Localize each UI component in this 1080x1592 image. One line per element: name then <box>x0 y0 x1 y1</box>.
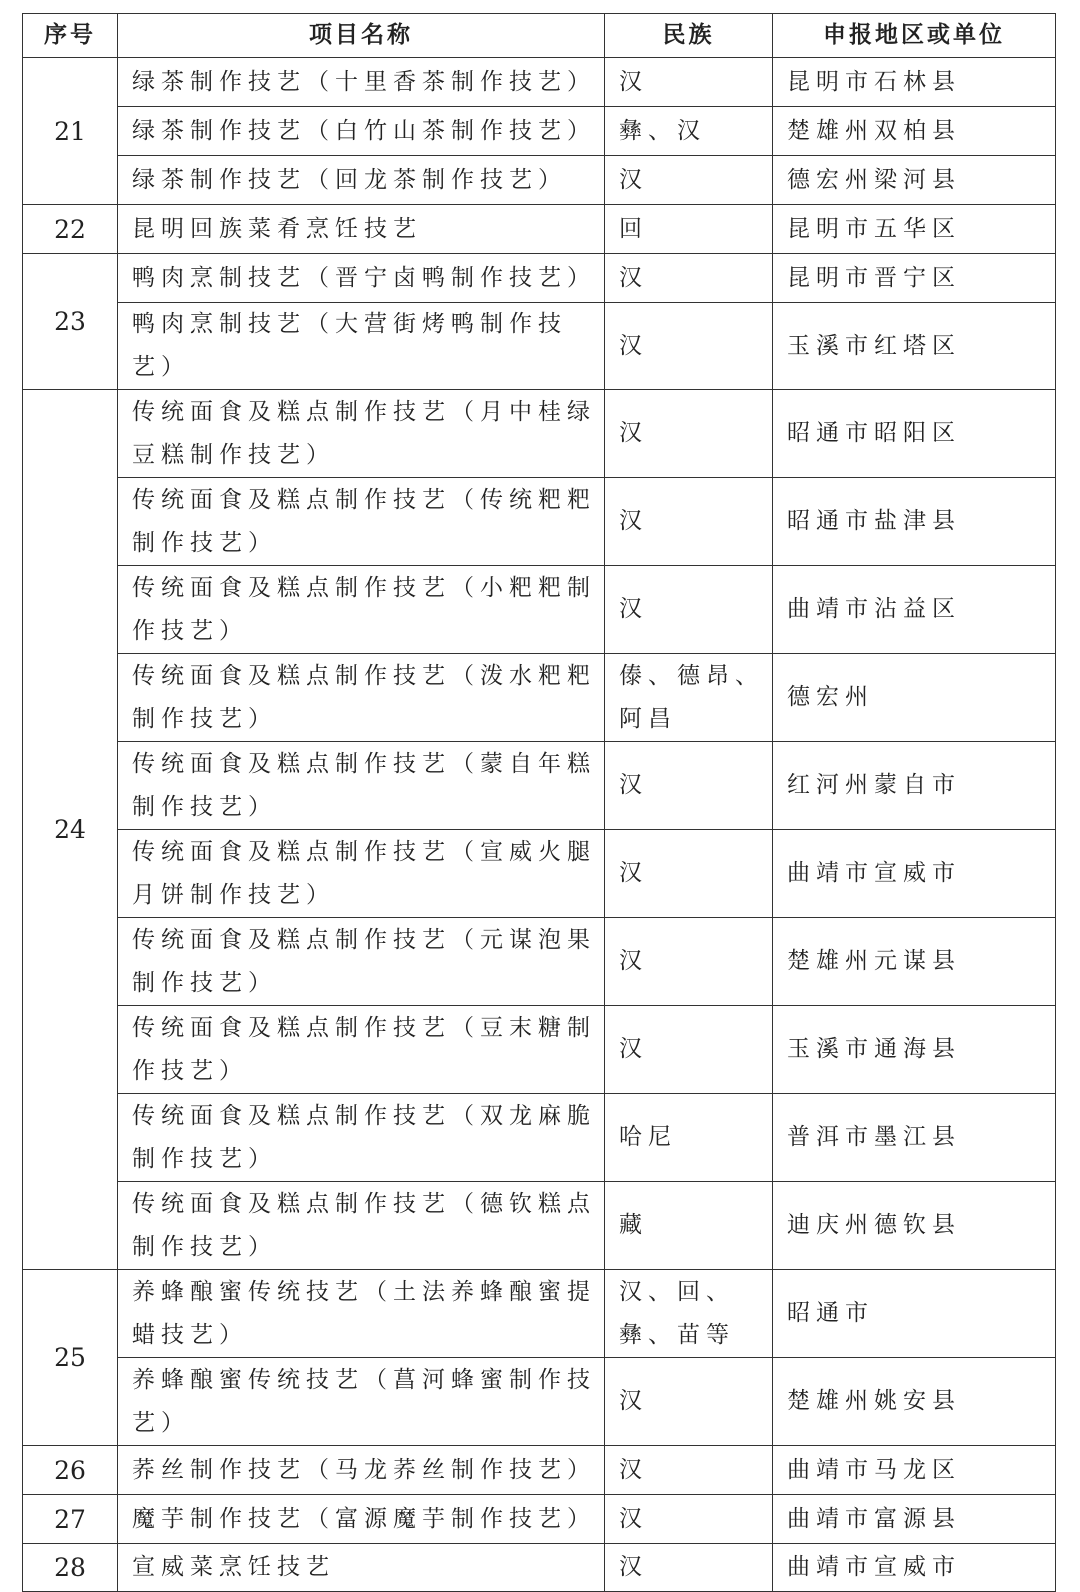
project-name: 宣威菜烹饪技艺 <box>118 1544 605 1592</box>
project-name: 荞丝制作技艺（马龙荞丝制作技艺） <box>118 1446 605 1495</box>
region: 曲靖市宣威市 <box>773 1544 1056 1592</box>
region: 曲靖市富源县 <box>773 1495 1056 1544</box>
ethnic-group: 汉 <box>605 58 773 107</box>
serial-number: 28 <box>23 1544 118 1592</box>
project-name: 传统面食及糕点制作技艺（豆末糖制作技艺） <box>118 1006 605 1094</box>
table-row <box>23 156 1056 205</box>
ethnic-group: 汉 <box>605 303 773 390</box>
header-serial: 序号 <box>23 14 118 58</box>
serial-number: 23 <box>23 254 118 390</box>
ethnic-group: 回 <box>605 205 773 254</box>
project-name: 绿茶制作技艺（白竹山茶制作技艺） <box>118 107 605 156</box>
ethnic-group: 汉 <box>605 742 773 830</box>
ethnic-group: 汉 <box>605 1006 773 1094</box>
ethnic-group: 哈尼 <box>605 1094 773 1182</box>
project-name: 鸭肉烹制技艺（晋宁卤鸭制作技艺） <box>118 254 605 303</box>
header-ethnic-group: 民族 <box>605 14 773 58</box>
project-name: 传统面食及糕点制作技艺（元谋泡果制作技艺） <box>118 918 605 1006</box>
ethnic-group: 傣、德昂、阿昌 <box>605 654 773 742</box>
serial-number: 24 <box>23 390 118 1270</box>
region: 昆明市石林县 <box>773 58 1056 107</box>
region: 曲靖市马龙区 <box>773 1446 1056 1495</box>
project-name: 绿茶制作技艺（回龙茶制作技艺） <box>118 156 605 205</box>
region: 曲靖市沾益区 <box>773 566 1056 654</box>
region: 玉溪市红塔区 <box>773 303 1056 390</box>
region: 德宏州梁河县 <box>773 156 1056 205</box>
table-row <box>23 107 1056 156</box>
ethnic-group: 汉 <box>605 918 773 1006</box>
header-project-name: 项目名称 <box>118 14 605 58</box>
region: 迪庆州德钦县 <box>773 1182 1056 1270</box>
region: 普洱市墨江县 <box>773 1094 1056 1182</box>
table-row <box>23 478 1056 566</box>
project-name: 传统面食及糕点制作技艺（德钦糕点制作技艺） <box>118 1182 605 1270</box>
serial-number: 26 <box>23 1446 118 1495</box>
table-row <box>23 205 1056 254</box>
table-row <box>23 918 1056 1006</box>
project-name: 传统面食及糕点制作技艺（宣威火腿月饼制作技艺） <box>118 830 605 918</box>
region: 昭通市盐津县 <box>773 478 1056 566</box>
heritage-table <box>22 13 1056 1592</box>
ethnic-group: 汉 <box>605 1446 773 1495</box>
table-row <box>23 1446 1056 1495</box>
project-name: 绿茶制作技艺（十里香茶制作技艺） <box>118 58 605 107</box>
ethnic-group: 汉 <box>605 1544 773 1592</box>
serial-number: 21 <box>23 58 118 205</box>
table-row <box>23 254 1056 303</box>
ethnic-group: 汉、回、彝、苗等 <box>605 1270 773 1358</box>
serial-number: 27 <box>23 1495 118 1544</box>
ethnic-group: 汉 <box>605 254 773 303</box>
ethnic-group: 汉 <box>605 1495 773 1544</box>
region: 昭通市 <box>773 1270 1056 1358</box>
header-region: 申报地区或单位 <box>773 14 1056 58</box>
ethnic-group: 藏 <box>605 1182 773 1270</box>
project-name: 昆明回族菜肴烹饪技艺 <box>118 205 605 254</box>
region: 德宏州 <box>773 654 1056 742</box>
region: 楚雄州双柏县 <box>773 107 1056 156</box>
table-row <box>23 654 1056 742</box>
table-row <box>23 1182 1056 1270</box>
region: 红河州蒙自市 <box>773 742 1056 830</box>
table-row <box>23 303 1056 390</box>
table-row <box>23 1094 1056 1182</box>
project-name: 养蜂酿蜜传统技艺（菖河蜂蜜制作技艺） <box>118 1358 605 1446</box>
ethnic-group: 汉 <box>605 156 773 205</box>
table-row <box>23 1358 1056 1446</box>
table-row <box>23 1006 1056 1094</box>
project-name: 传统面食及糕点制作技艺（月中桂绿豆糕制作技艺） <box>118 390 605 478</box>
region: 昭通市昭阳区 <box>773 390 1056 478</box>
region: 昆明市晋宁区 <box>773 254 1056 303</box>
ethnic-group: 汉 <box>605 478 773 566</box>
ethnic-group: 汉 <box>605 1358 773 1446</box>
project-name: 传统面食及糕点制作技艺（小粑粑制作技艺） <box>118 566 605 654</box>
region: 玉溪市通海县 <box>773 1006 1056 1094</box>
table-row <box>23 58 1056 107</box>
header-row <box>23 14 1056 58</box>
ethnic-group: 汉 <box>605 566 773 654</box>
serial-number: 22 <box>23 205 118 254</box>
ethnic-group: 汉 <box>605 830 773 918</box>
table-row <box>23 830 1056 918</box>
region: 曲靖市宣威市 <box>773 830 1056 918</box>
table-row <box>23 390 1056 478</box>
region: 昆明市五华区 <box>773 205 1056 254</box>
region: 楚雄州元谋县 <box>773 918 1056 1006</box>
ethnic-group: 汉 <box>605 390 773 478</box>
table-row <box>23 1270 1056 1358</box>
project-name: 传统面食及糕点制作技艺（泼水粑粑制作技艺） <box>118 654 605 742</box>
table-row <box>23 1544 1056 1592</box>
ethnic-group: 彝、汉 <box>605 107 773 156</box>
project-name: 传统面食及糕点制作技艺（双龙麻脆制作技艺） <box>118 1094 605 1182</box>
project-name: 养蜂酿蜜传统技艺（土法养蜂酿蜜提蜡技艺） <box>118 1270 605 1358</box>
serial-number: 25 <box>23 1270 118 1446</box>
table-row <box>23 566 1056 654</box>
table-row <box>23 1495 1056 1544</box>
region: 楚雄州姚安县 <box>773 1358 1056 1446</box>
project-name: 魔芋制作技艺（富源魔芋制作技艺） <box>118 1495 605 1544</box>
project-name: 鸭肉烹制技艺（大营街烤鸭制作技艺） <box>118 303 605 390</box>
project-name: 传统面食及糕点制作技艺（传统粑粑制作技艺） <box>118 478 605 566</box>
table-row <box>23 742 1056 830</box>
project-name: 传统面食及糕点制作技艺（蒙自年糕制作技艺） <box>118 742 605 830</box>
